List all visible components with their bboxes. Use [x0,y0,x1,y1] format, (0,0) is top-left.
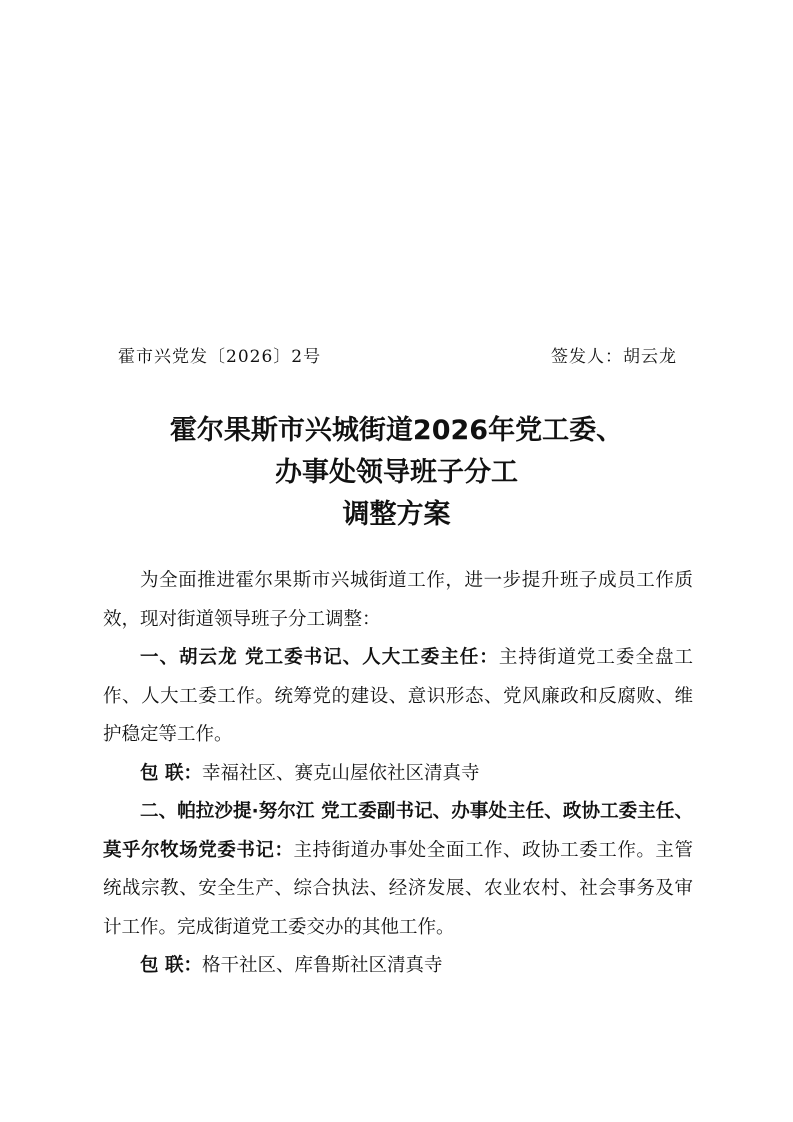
section-2-contact-text: 格干社区、库鲁斯社区清真寺 [201,955,443,976]
document-number: 霍市兴党发〔2026〕2号 [118,347,322,367]
section-2-contact [103,947,693,986]
section-2-heading: 二、帕拉沙提·努尔江 党工委副书记、办事处主任、政协工委主任、莫乎尔牧场党委书记： [103,801,693,861]
signer-block [551,342,677,367]
document-body [103,562,693,986]
section-1-heading: 一、胡云龙 党工委书记、人大工委主任： [140,647,499,668]
signer-name: 胡云龙 [623,347,677,367]
title-line-3: 调整方案 [342,499,451,530]
intro-paragraph: 为全面推进霍尔果斯市兴城街道工作，进一步提升班子成员工作质效，现对街道领导班子分工调整： [103,570,693,630]
section-1-contact-text: 幸福社区、赛克山屋依社区清真寺 [201,762,480,784]
section-1-paragraph [103,639,693,755]
signer-label: 签发人： [551,347,623,367]
title-line-2: 办事处领导班子分工 [275,457,518,488]
title-line-1: 霍尔果斯市兴城街道2026年党工委、 [169,415,624,446]
section-1-contact-label: 包 联： [140,762,202,784]
section-2-text: 主持街道办事处全面工作、政协工委工作。主管统战宗教、安全生产、综合执法、经济发展、农业农村、社会事务及审计工作。完成街道党工委交办的其他工作。 [103,839,693,938]
section-1-text: 主持街道党工委全盘工作、人大工委工作。统筹党的建设、意识形态、党风廉政和反腐败、维护稳定等工作。 [103,647,693,745]
section-2-paragraph [103,793,693,947]
section-1-contact [103,755,693,794]
document-title [0,410,793,536]
section-2-contact-label: 包 联： [140,955,202,976]
